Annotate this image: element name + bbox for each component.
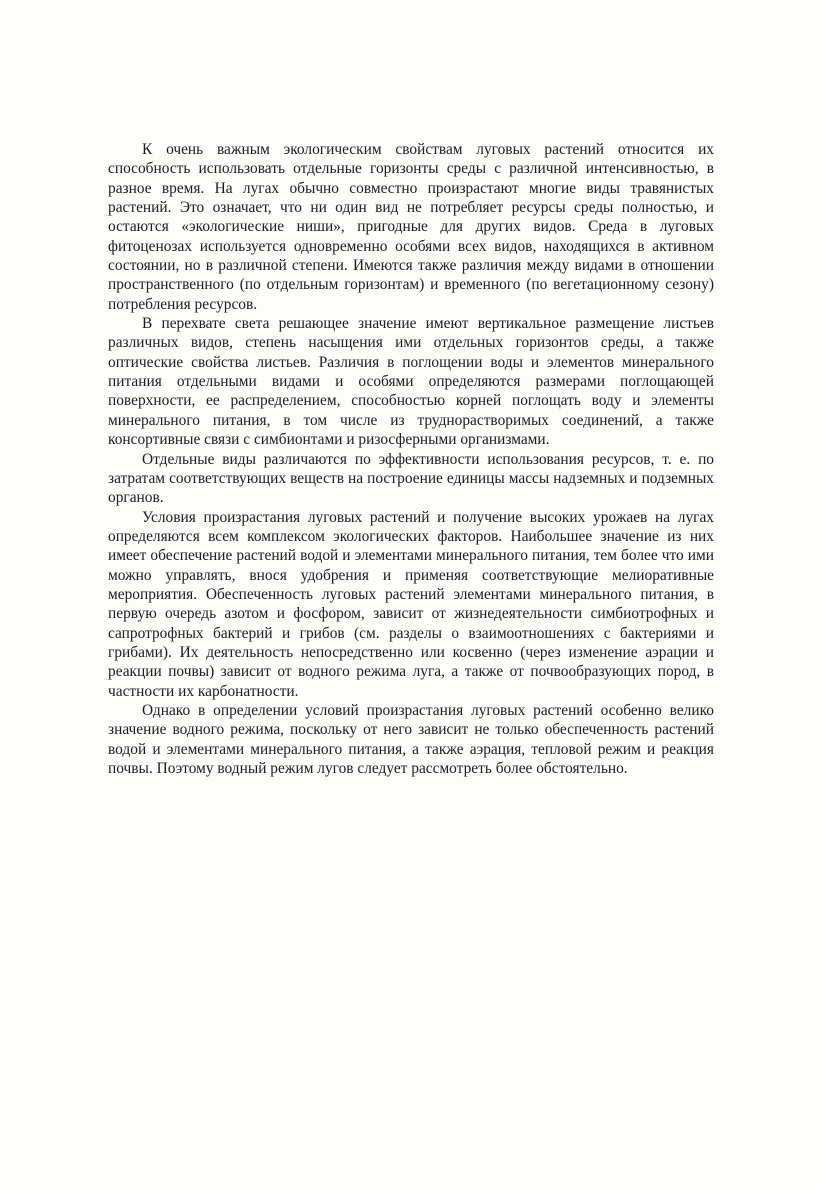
- paragraph-resource-efficiency: Отдельные виды различаются по эффективности использования ресурсов, т. е. по затратам соответствующих веществ на построение единицы массы надземных и подземных органов.: [108, 450, 714, 507]
- paragraph-light-interception: В перехвате света решающее значение имеют вертикальное размещение листьев различных видов, степень насыщения ими отдельных горизонтов среды, а также оптические свойства листьев. Различия в поглощении воды и элементов минерального питания отдельными видами и особями определяются размерами поглощающей поверхности, ее распределением, способностью корней поглощать воду и элементы минерального питания, в том числе из труднорастворимых соединений, а также консортивные связи с симбионтами и ризосферными организмами.: [108, 315, 714, 449]
- paragraph-ecological-niches: К очень важным экологическим свойствам луговых растений относится их способность использовать отдельные горизонты среды с различной интенсивностью, в разное время. На лугах обычно совместно произрастают многие виды травянистых растений. Это означает, что ни один вид не потребляет ресурсы среды полностью, и остаются «экологические ниши», пригодные для других видов. Среда в луговых фитоценозах используется одновременно особями всех видов, находящихся в активном состоянии, но в различной степени. Имеются также различия между видами в отношении пространственного (по отдельным горизонтам) и временного (по вегетационному сезону) потребления ресурсов.: [108, 141, 714, 313]
- body-text: [108, 140, 714, 778]
- paragraph-water-regime: Однако в определении условий произрастания луговых растений особенно велико значение водного режима, поскольку от него зависит не только обеспеченность растений водой и элементами минерального питания, а также аэрация, тепловой режим и реакция почвы. Поэтому водный режим лугов следует рассмотреть более обстоятельно.: [108, 701, 714, 777]
- paragraph-growth-conditions: Условия произрастания луговых растений и получение высоких урожаев на лугах определяются всем комплексом экологических факторов. Наибольшее значение из них имеет обеспечение растений водой и элементами минерального питания, тем более что ими можно управлять, внося удобрения и применяя соответствующие мелиоративные мероприятия. Обеспеченность луговых растений элементами минерального питания, в первую очередь азотом и фосфором, зависит от жизнедеятельности симбиотрофных и сапротрофных бактерий и грибов (см. разделы о взаимоотношениях с бактериями и грибами). Их деятельность непосредственно или косвенно (через изменение аэрации и реакции почвы) зависит от водного режима луга, а также от почвообразующих пород, в частности их карбонатности.: [108, 508, 714, 700]
